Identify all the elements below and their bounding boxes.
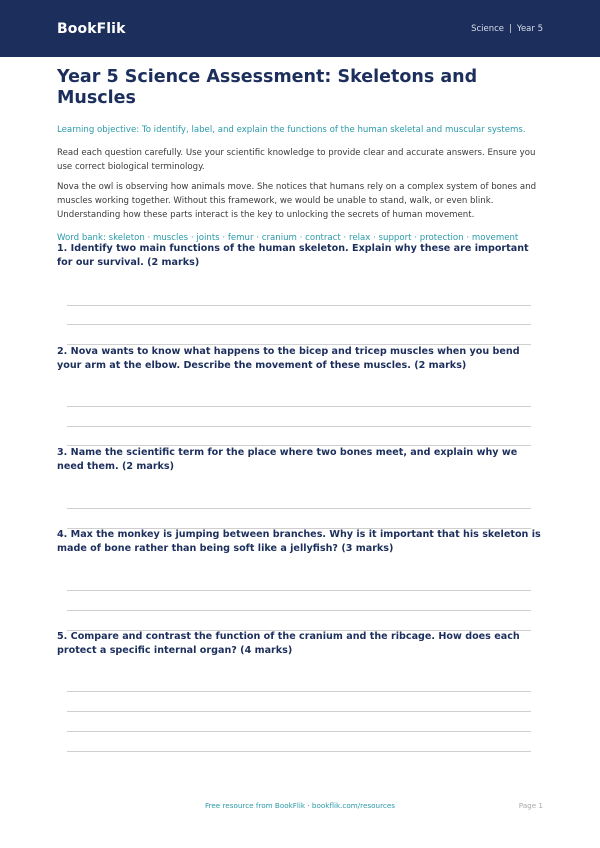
answer-line[interactable] (67, 324, 531, 325)
word-bank: Word bank: skeleton · muscles · joints · femur · cranium · contract · relax · support · protection · movement (57, 233, 519, 244)
answer-line[interactable] (67, 731, 531, 732)
answer-line[interactable] (67, 508, 531, 509)
page-title: Year 5 Science Assessment: Skeletons and Muscles (57, 67, 478, 108)
answer-line[interactable] (67, 590, 531, 591)
answer-line[interactable] (67, 406, 531, 407)
story-paragraph: Nova the owl is observing how animals move. She notices that humans rely on a complex system of bones and muscles working together. Without this framework, we would be unable to stand, walk, or even blink. Understanding how these parts interact is the key to unlocking the secrets of human movement. (57, 182, 537, 220)
page-header (0, 0, 600, 57)
brand-logo: BookFlik (57, 20, 126, 37)
page-number: Page 1 (518, 801, 543, 810)
subject-breadcrumb (471, 24, 543, 34)
instructions-paragraph: Read each question carefully. Use your scientific knowledge to provide clear and accurate answers. Ensure you use correct biological terminology. (57, 148, 536, 172)
question-5: 5. Compare and contrast the function of the cranium and the ribcage. How does each protect a specific internal organ? (4 marks) (57, 631, 520, 656)
footer-resource-link[interactable]: Free resource from BookFlik · bookflik.com/resources (204, 801, 396, 810)
answer-line[interactable] (67, 426, 531, 427)
answer-line[interactable] (67, 610, 531, 611)
subject-label: Science (471, 23, 505, 34)
question-1: 1. Identify two main functions of the human skeleton. Explain why these are important for our survival. (2 marks) (57, 243, 529, 268)
breadcrumb-separator: | (509, 23, 512, 34)
year-label: Year 5 (516, 23, 543, 34)
document-body (0, 67, 600, 243)
question-4: 4. Max the monkey is jumping between branches. Why is it important that his skeleton is made of bone rather than being soft like a jellyfish? (3 marks) (57, 529, 541, 554)
answer-line[interactable] (67, 691, 531, 692)
answer-line[interactable] (67, 711, 531, 712)
question-2: 2. Nova wants to know what happens to the bicep and tricep muscles when you bend your arm at the elbow. Describe the movement of these muscles. (2 marks) (57, 346, 520, 371)
answer-line[interactable] (67, 751, 531, 752)
learning-objective: Learning objective: To identify, label, and explain the functions of the human skeletal and muscular systems. (57, 125, 526, 135)
question-3: 3. Name the scientific term for the place where two bones meet, and explain why we need them. (2 marks) (57, 447, 518, 472)
answer-line[interactable] (67, 305, 531, 306)
